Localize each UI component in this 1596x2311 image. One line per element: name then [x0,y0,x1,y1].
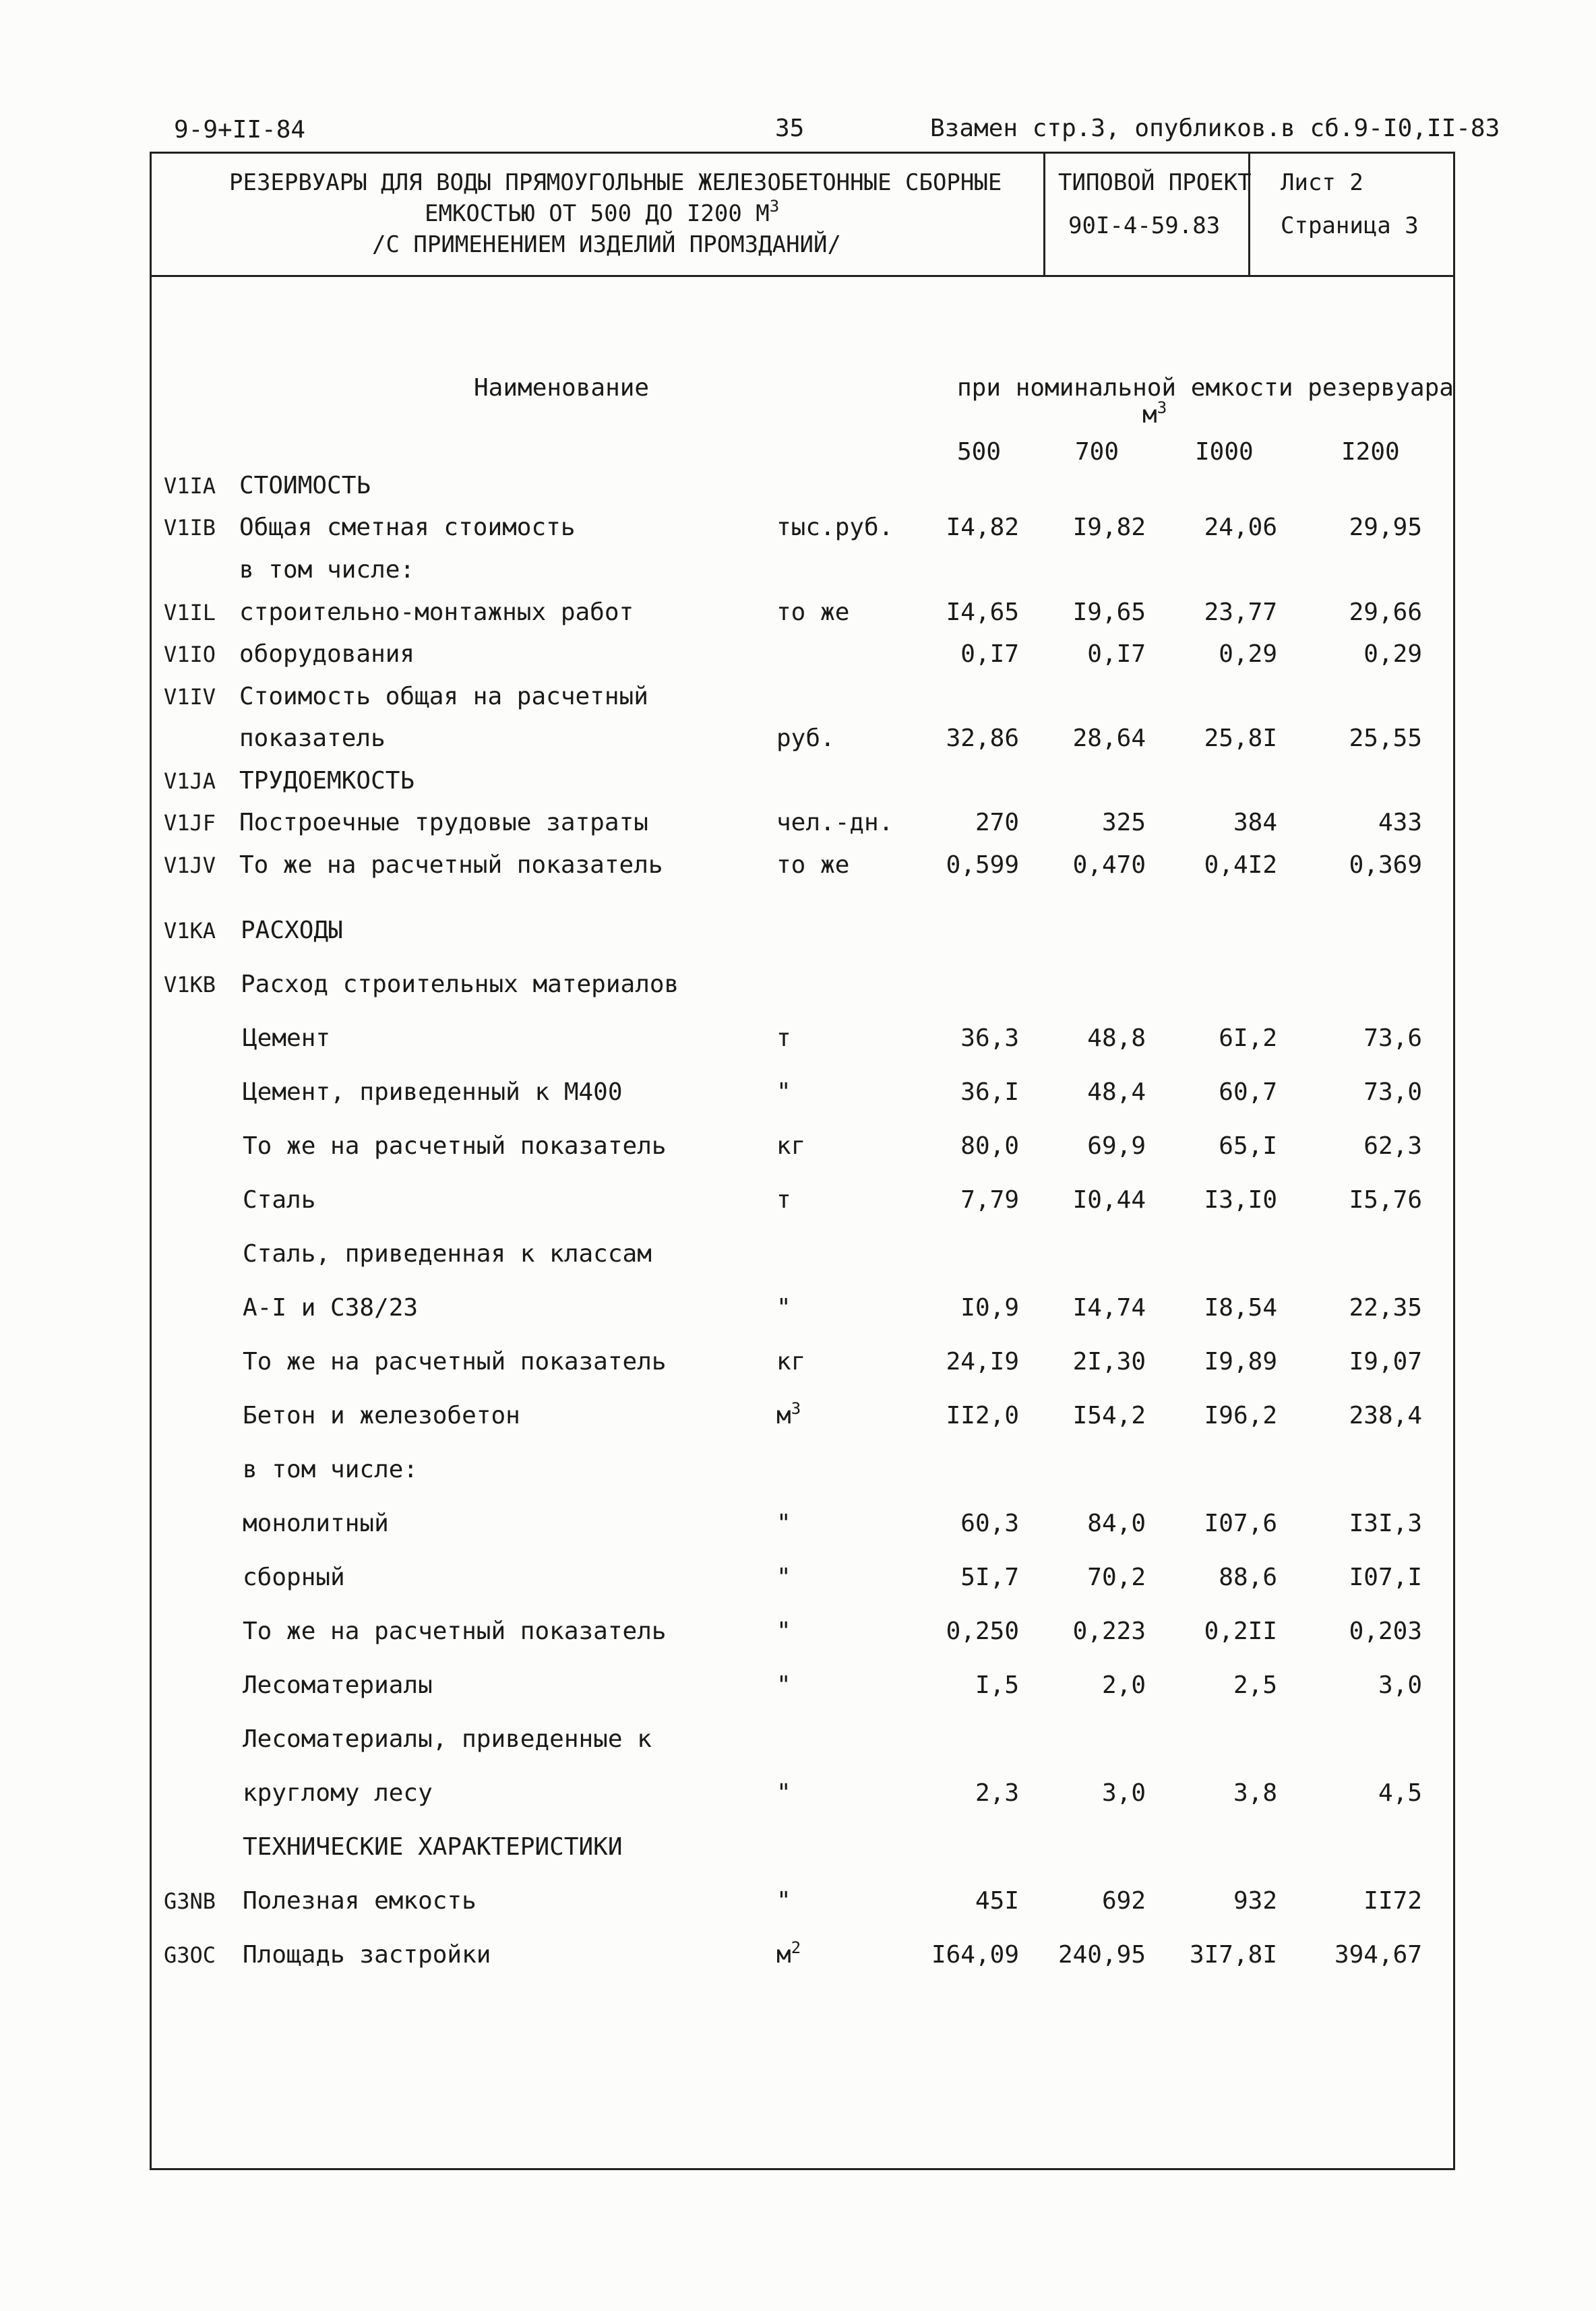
row-value: 60,3 [960,1510,1019,1537]
row-value: 24,06 [1204,514,1277,541]
row-name: Цемент [243,1024,331,1052]
replacement-note: Взамен стр.3, опубликов.в сб.9-I0,II-83 [930,115,1500,142]
row-value: I0,9 [960,1294,1019,1322]
row-name: Полезная емкость [243,1887,477,1915]
row-value: 60,7 [1219,1078,1277,1106]
row-value: 0,I7 [1087,640,1146,668]
row-value: 69,9 [1087,1132,1146,1160]
name-column-header: Наименование [474,374,650,402]
title-block-divider-1 [1043,152,1045,277]
row-code: V1JF [164,810,216,836]
page-number: 35 [775,115,805,142]
row-value: 0,I7 [960,640,1019,668]
row-value: 25,8I [1204,725,1277,752]
row-value: 4,5 [1378,1779,1422,1807]
row-name: Общая сметная стоимость [239,514,576,541]
row-value: 7,79 [960,1186,1019,1214]
row-unit: $м^2$ [776,1938,801,1969]
row-value: 270 [975,809,1019,836]
row-name: СТОИМОСТЬ [239,472,371,499]
row-code: V1IB [164,515,216,541]
row-name: Цемент, приведенный к М400 [243,1078,623,1106]
row-code: V1IA [164,473,216,499]
row-value: 692 [1101,1887,1146,1915]
row-value: I4,74 [1072,1294,1146,1322]
row-value: I64,09 [931,1941,1019,1969]
row-value: 0,250 [946,1617,1019,1645]
page-frame [150,152,1455,2170]
row-value: 3,8 [1233,1779,1277,1807]
page-label: Страница 3 [1281,212,1419,239]
row-value: 88,6 [1219,1564,1277,1591]
row-value: 0,4I2 [1204,851,1277,879]
row-value: I9,07 [1349,1348,1422,1376]
column-header-700: 700 [1075,438,1119,466]
title-line-1: РЕЗЕРВУАРЫ ДЛЯ ВОДЫ ПРЯМОУГОЛЬНЫЕ ЖЕЛЕЗОБЕТОННЫЕ СБОРНЫЕ [229,169,1002,196]
row-value: 65,I [1219,1132,1277,1160]
row-unit: т [776,1024,791,1052]
row-value: 84,0 [1087,1510,1146,1537]
row-value: 0,29 [1363,640,1422,668]
row-name: Лесоматериалы [243,1671,433,1699]
row-value: 433 [1378,809,1422,836]
row-code: G3NB [164,1888,216,1914]
row-unit: " [776,1078,791,1106]
row-name: То же на расчетный показатель [243,1617,667,1645]
row-value: 2,0 [1101,1671,1146,1699]
capacity-unit: $м^3$ [1142,398,1167,429]
row-value: I9,65 [1072,598,1146,626]
row-code: V1KA [164,918,216,944]
row-value: 0,599 [946,851,1019,879]
row-value: I9,82 [1072,514,1146,541]
row-value: I3,I0 [1204,1186,1277,1214]
row-code: V1KB [164,972,216,997]
row-name: То же на расчетный показатель [243,1348,667,1376]
row-name: в том числе: [243,1456,419,1483]
row-value: I9,89 [1204,1348,1277,1376]
row-unit: " [776,1294,791,1322]
row-value: 2,3 [975,1779,1019,1807]
row-name: ТЕХНИЧЕСКИЕ ХАРАКТЕРИСТИКИ [243,1833,623,1861]
row-value: I4,65 [946,598,1019,626]
row-value: 32,86 [946,725,1019,752]
row-value: 48,4 [1087,1078,1146,1106]
row-name: оборудования [239,640,415,668]
row-value: 36,3 [960,1024,1019,1052]
row-name: монолитный [243,1510,389,1537]
row-value: 384 [1233,809,1277,836]
row-name: А-I и С38/23 [243,1294,419,1322]
row-unit: чел.-дн. [776,809,894,836]
row-value: 3I7,8I [1189,1941,1277,1969]
row-value: 240,95 [1057,1941,1146,1969]
row-value: 22,35 [1349,1294,1422,1322]
row-value: 2I,30 [1072,1348,1146,1376]
row-value: 238,4 [1349,1402,1422,1429]
row-name: круглому лесу [243,1779,433,1807]
row-unit: " [776,1779,791,1807]
row-value: 394,67 [1334,1941,1422,1969]
row-value: I3I,3 [1349,1510,1422,1537]
row-name: Сталь [243,1186,316,1214]
row-name: строительно-монтажных работ [239,598,634,626]
row-value: I96,2 [1204,1402,1277,1429]
column-header-1200: I200 [1341,438,1400,466]
row-value: 932 [1233,1887,1277,1915]
row-name: РАСХОДЫ [241,917,343,944]
row-value: 70,2 [1087,1564,1146,1591]
row-value: II72 [1363,1887,1422,1915]
title-line-2: ЕМКОСТЬЮ ОТ 500 ДО I200 $М^3$ [425,197,780,227]
row-value: I54,2 [1072,1402,1146,1429]
row-value: 5I,7 [960,1564,1019,1591]
row-unit: тыс.руб. [776,514,894,541]
row-name: То же на расчетный показатель [239,851,663,879]
row-value: II2,0 [946,1402,1019,1429]
row-value: 25,55 [1349,725,1422,752]
row-value: 0,369 [1349,851,1422,879]
series-number: 9-9+II-84 [174,116,306,144]
row-code: V1IV [164,684,216,710]
row-name: Стоимость общая на расчетный [239,683,648,710]
title-block-bottom-rule [150,275,1455,277]
row-name: сборный [243,1564,345,1591]
row-value: I8,54 [1204,1294,1277,1322]
row-value: 3,0 [1378,1671,1422,1699]
project-code: 90I-4-59.83 [1068,212,1221,239]
row-name: Расход строительных материалов [241,970,679,998]
row-unit: " [776,1671,791,1699]
row-value: I4,82 [946,514,1019,541]
row-value: 3,0 [1101,1779,1146,1807]
row-value: 0,203 [1349,1617,1422,1645]
row-value: 2,5 [1233,1671,1277,1699]
row-value: 36,I [960,1078,1019,1106]
row-value: 0,2II [1204,1617,1277,1645]
column-header-1000: I000 [1195,438,1254,466]
capacity-header: при номинальной емкости резервуара [957,374,1454,402]
row-value: 6I,2 [1219,1024,1277,1052]
row-unit: " [776,1887,791,1915]
row-unit: то же [776,598,850,626]
row-value: I5,76 [1349,1186,1422,1214]
row-value: 45I [975,1887,1019,1915]
row-value: 28,64 [1072,725,1146,752]
row-value: 80,0 [960,1132,1019,1160]
row-code: G3OC [164,1942,216,1968]
row-unit: $м^3$ [776,1399,801,1429]
row-value: I0,44 [1072,1186,1146,1214]
row-name: в том числе: [239,556,415,584]
title-line-3: /С ПРИМЕНЕНИЕМ ИЗДЕЛИЙ ПРОМЗДАНИЙ/ [372,231,841,258]
row-value: I07,6 [1204,1510,1277,1537]
row-code: V1JV [164,853,216,878]
row-name: показатель [239,725,386,752]
row-unit: руб. [776,725,835,752]
row-value: 0,470 [1072,851,1146,879]
row-name: Сталь, приведенная к классам [243,1240,652,1268]
row-unit: кг [776,1348,806,1376]
row-value: I07,I [1349,1564,1422,1591]
row-value: 62,3 [1363,1132,1422,1160]
row-value: 73,0 [1363,1078,1422,1106]
row-value: 48,8 [1087,1024,1146,1052]
row-value: 29,66 [1349,598,1422,626]
row-name: То же на расчетный показатель [243,1132,667,1160]
row-value: 29,95 [1349,514,1422,541]
row-code: V1IO [164,642,216,667]
row-name: Площадь застройки [243,1941,491,1969]
row-value: 325 [1101,809,1146,836]
row-value: 73,6 [1363,1024,1422,1052]
row-name: Бетон и железобетон [243,1402,520,1429]
row-code: V1JA [164,768,216,794]
column-header-500: 500 [957,438,1002,466]
row-unit: кг [776,1132,806,1160]
row-unit: то же [776,851,850,879]
project-label: ТИПОВОЙ ПРОЕКТ [1058,169,1252,196]
row-value: 0,223 [1072,1617,1146,1645]
sheet-number: Лист 2 [1281,169,1363,196]
row-name: Построечные трудовые затраты [239,809,648,836]
row-value: I,5 [975,1671,1019,1699]
row-unit: " [776,1510,791,1537]
row-value: 23,77 [1204,598,1277,626]
row-unit: " [776,1617,791,1645]
row-unit: " [776,1564,791,1591]
row-unit: т [776,1186,791,1214]
row-code: V1IL [164,600,216,625]
row-name: ТРУДОЕМКОСТЬ [239,767,415,795]
row-name: Лесоматериалы, приведенные к [243,1725,652,1753]
row-value: 0,29 [1219,640,1277,668]
row-value: 24,I9 [946,1348,1019,1376]
